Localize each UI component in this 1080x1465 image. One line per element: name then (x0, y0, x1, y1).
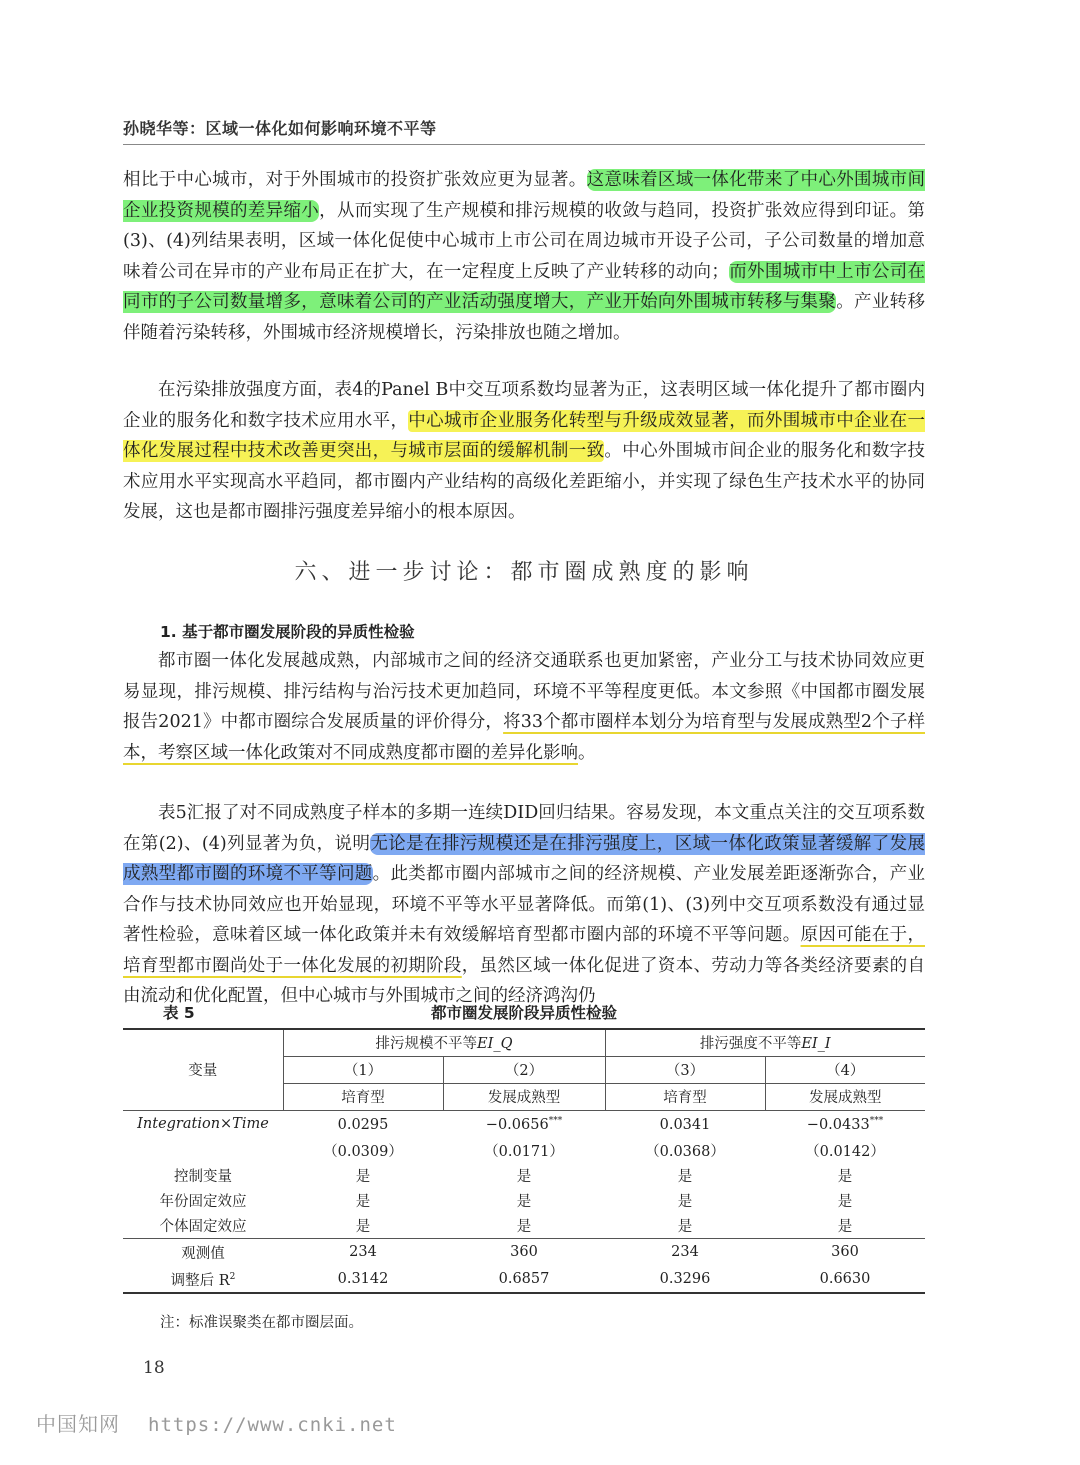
cell: 234 (349, 1244, 377, 1261)
table-row (123, 1110, 925, 1138)
cell: 是 (355, 1218, 371, 1235)
cell: 234 (671, 1244, 699, 1261)
p1-highlight-2: 而外围城市中上市公司在同市的子公司数量增多，意味着公司的产业活动强度增大，产业开始向外围城市转移与集聚 (123, 261, 925, 312)
col-type-4: 发展成熟型 (765, 1083, 925, 1110)
subsection-heading: 1. 基于都市圈发展阶段的异质性检验 (160, 623, 415, 641)
p3-underline-1: 将33个都市圈样本划分为培育型与发展成熟型2个子样本，考察区域一体化政策对不同成熟度都市圈的差异化影响 (123, 712, 925, 763)
p2-highlight-1: 中心城市企业服务化转型与升级成效显著，而外围城市中企业在一体化发展过程中技术改善更突出，与城市层面的缓解机制一致 (123, 410, 926, 461)
cell: 0.6857 (498, 1271, 550, 1287)
p2-text-2: 。中心外围城市间企业的服务化和数字技术应用水平实现高水平趋同，都市圈内产业结构的高级化差距缩小，并实现了绿色生产技术水平的协同发展，这也是都市圈排污强度差异缩小的根本原因。 (123, 441, 926, 522)
p3-text-1: 都市圈一体化发展越成熟，内部城市之间的经济交通联系也更加紧密，产业分工与技术协同效应更易显现，排污规模、排污结构与治污技术更加趋同，环境不平等程度更低。本文参照《中国都市圈发展报告2021》中都市圈综合发展质量的评价得分， (123, 651, 925, 732)
p2-text-1: 在污染排放强度方面，表4的Panel B中交互项系数均显著为正，这表明区域一体化提升了都市圈内企业的服务化和数字技术应用水平， (123, 380, 925, 431)
p1-text-1: 相比于中心城市，对于外围城市的投资扩张效应更为显著。 (123, 170, 587, 190)
paragraph-2 (123, 375, 925, 528)
cell: 是 (355, 1169, 371, 1185)
watermark-text: 中国知网 (36, 1412, 120, 1436)
page-number: 18 (143, 1358, 165, 1378)
coef-value: −0.0656 (485, 1116, 549, 1133)
table-row (123, 1238, 925, 1266)
cell: 0.6630 (819, 1271, 871, 1287)
col-num-2: （2） (443, 1056, 605, 1083)
table-label: 表 5 (163, 1004, 195, 1022)
cell: 是 (837, 1169, 853, 1185)
se-cell: （0.0142） (805, 1144, 885, 1160)
coef-stars: *** (548, 1115, 563, 1126)
coef-value: 0.0341 (659, 1116, 711, 1133)
group-i-var: EI_I (801, 1036, 831, 1053)
col-type-3: 培育型 (605, 1083, 765, 1110)
col-num-4: （4） (765, 1056, 925, 1083)
cell: 是 (837, 1194, 853, 1210)
table-row (123, 1266, 925, 1293)
interaction-label: Integration×Time (137, 1116, 269, 1133)
group-q-label: 排污规模不平等 (375, 1036, 478, 1053)
row-label: 控制变量 (174, 1169, 232, 1185)
watermark (36, 1408, 397, 1437)
paragraph-1 (123, 165, 925, 348)
table-row (123, 1138, 925, 1163)
group-q-var: EI_Q (477, 1036, 513, 1053)
coef-value: −0.0433 (806, 1116, 870, 1133)
section-heading: 六、进一步讨论：都市圈成熟度的影响 (294, 560, 754, 585)
p4-highlight-1: 无论是在排污规模还是在排污强度上，区域一体化政策显著缓解了发展成熟型都市圈的环境不平等问题 (123, 833, 926, 884)
cell: 是 (516, 1169, 532, 1185)
cell: 360 (831, 1244, 859, 1261)
paragraph-4 (123, 798, 925, 1012)
table-row (123, 1163, 925, 1188)
se-cell: （0.0368） (645, 1144, 725, 1160)
cell: 是 (677, 1194, 693, 1210)
cell: 0.3142 (337, 1271, 389, 1287)
paragraph-3 (123, 646, 925, 768)
table-row (123, 1188, 925, 1213)
table-note: 注：标准误聚类在都市圈层面。 (160, 1315, 363, 1331)
cell: 是 (516, 1218, 532, 1235)
r2-sup: 2 (229, 1271, 236, 1282)
col-type-2: 发展成熟型 (443, 1083, 605, 1110)
coef-cell (765, 1110, 925, 1138)
row-label: 观测值 (181, 1245, 225, 1262)
p4-text-3: ，虽然区域一体化促进了资本、劳动力等各类经济要素的自由流动和优化配置，但中心城市与外围城市之间的经济鸿沟仍 (123, 955, 926, 1006)
cell: 是 (677, 1169, 693, 1185)
coef-value: 0.0295 (337, 1116, 389, 1133)
col-num-1: （1） (283, 1056, 443, 1083)
running-head-title: 孙晓华等：区域一体化如何影响环境不平等 (123, 119, 437, 138)
cell: 是 (677, 1218, 693, 1235)
cell: 是 (516, 1194, 532, 1210)
col-type-1: 培育型 (283, 1083, 443, 1110)
results-table (123, 1028, 925, 1294)
row-label (123, 1266, 283, 1293)
p4-underline-1: 原因可能在于，培育型都市圈尚处于一体化发展的初期阶段 (123, 925, 926, 976)
coef-cell (605, 1110, 765, 1138)
table-group-header-i (605, 1029, 925, 1056)
r2-label: 调整后 R (170, 1272, 230, 1289)
table-row (123, 1213, 925, 1238)
table-group-header-q (283, 1029, 605, 1056)
cell: 0.3296 (659, 1271, 711, 1287)
p1-highlight-1: 这意味着区域一体化带来了中心外围城市间企业投资规模的差异缩小 (123, 170, 926, 221)
col-num-3: （3） (605, 1056, 765, 1083)
se-cell: （0.0309） (323, 1144, 403, 1160)
header-divider (123, 144, 925, 145)
coef-cell (443, 1110, 605, 1138)
cell: 是 (355, 1194, 371, 1210)
row-label: 年份固定效应 (159, 1194, 247, 1210)
p1-text-2: ，从而实现了生产规模和排污规模的收敛与趋同，投资扩张效应得到印证。第(3)、(4)列结果表明，区域一体化促使中心城市上市公司在周边城市开设子公司，子公司数量的增加意味着公司在异市的产业布局正在扩大，在一定程度上反映了产业转移的动向； (123, 200, 925, 282)
group-i-label: 排污强度不平等 (699, 1036, 802, 1053)
cell: 360 (510, 1244, 538, 1261)
row-label: 个体固定效应 (159, 1218, 247, 1235)
cell: 是 (837, 1218, 853, 1235)
p4-text-2: 。此类都市圈内部城市之间的经济规模、产业发展差距逐渐弥合，产业合作与技术协同效应也开始显现，环境不平等水平显著降低。而第(1)、(3)列中交互项系数没有通过显著性检验，意味着区域一体化政策并未有效缓解培育型都市圈内部的环境不平等问题。 (123, 864, 926, 945)
coef-cell (283, 1110, 443, 1138)
table-caption (123, 1001, 925, 1025)
table-var-header: 变量 (123, 1029, 283, 1110)
p3-text-2: 。 (578, 742, 596, 763)
se-cell: （0.0171） (484, 1144, 564, 1160)
watermark-url: https://www.cnki.net (148, 1414, 397, 1436)
p4-text-1: 表5汇报了对不同成熟度子样本的多期一连续DID回归结果。容易发现，本文重点关注的交互项系数在第(2)、(4)列显著为负，说明 (123, 803, 925, 854)
table-title: 都市圈发展阶段异质性检验 (430, 1004, 617, 1022)
coef-stars: *** (869, 1115, 884, 1126)
p1-text-3: 。产业转移伴随着污染转移，外围城市经济规模增长，污染排放也随之增加。 (123, 292, 926, 343)
